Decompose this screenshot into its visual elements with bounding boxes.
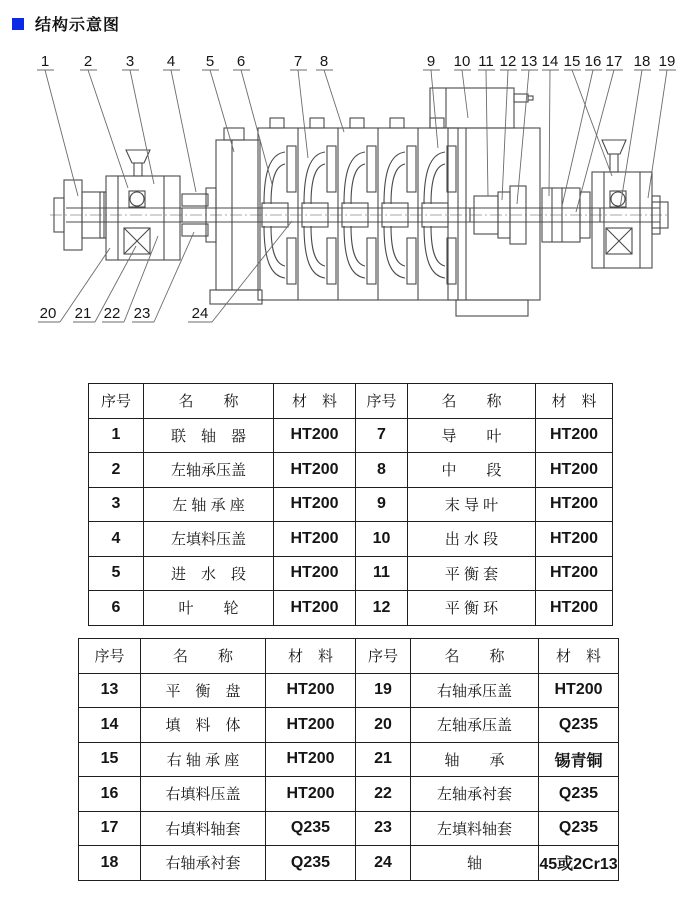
table-row — [79, 811, 619, 846]
callout-12: 12 — [499, 53, 517, 70]
cell-name: 轴 — [411, 846, 539, 881]
cell-name: 右填料轴套 — [141, 811, 266, 846]
cell-no: 10 — [356, 522, 408, 557]
cell-no: 17 — [79, 811, 141, 846]
cell-no: 20 — [356, 708, 411, 743]
cell-no: 22 — [356, 777, 411, 812]
header-no: 序号 — [79, 639, 141, 674]
cell-material: HT200 — [266, 777, 356, 812]
cell-material: 锡青铜 — [539, 742, 619, 777]
callout-17: 17 — [605, 53, 623, 70]
cell-no: 5 — [89, 556, 144, 591]
section-title-text: 结构示意图 — [35, 17, 121, 34]
header-name: 名 称 — [411, 639, 539, 674]
callout-8: 8 — [319, 53, 329, 70]
header-material: 材 料 — [539, 639, 619, 674]
callout-20: 20 — [39, 305, 57, 322]
cell-no: 1 — [89, 418, 144, 453]
cell-material: HT200 — [266, 673, 356, 708]
cell-name: 平 衡 套 — [408, 556, 536, 591]
cell-material: HT200 — [536, 591, 613, 626]
cell-no: 8 — [356, 453, 408, 488]
header-no: 序号 — [356, 639, 411, 674]
cell-name: 联 轴 器 — [144, 418, 274, 453]
cell-material: HT200 — [536, 418, 613, 453]
cell-no: 3 — [89, 487, 144, 522]
cell-material: 45或2Cr13 — [539, 846, 619, 881]
cell-material: HT200 — [536, 522, 613, 557]
callout-7: 7 — [293, 53, 303, 70]
suction-section — [210, 128, 262, 304]
cell-material: HT200 — [274, 522, 356, 557]
header-material: 材 料 — [536, 384, 613, 419]
table-header-row — [79, 639, 619, 674]
cell-no: 7 — [356, 418, 408, 453]
cell-name: 轴 承 — [411, 742, 539, 777]
cell-no: 13 — [79, 673, 141, 708]
cell-name: 左填料轴套 — [411, 811, 539, 846]
parts-table-1 — [88, 383, 613, 626]
cell-name: 导 叶 — [408, 418, 536, 453]
cell-material: HT200 — [536, 487, 613, 522]
callout-16: 16 — [584, 53, 602, 70]
cell-no: 2 — [89, 453, 144, 488]
header-name: 名 称 — [144, 384, 274, 419]
cell-no: 24 — [356, 846, 411, 881]
cell-no: 4 — [89, 522, 144, 557]
callout-14: 14 — [541, 53, 559, 70]
cell-no: 21 — [356, 742, 411, 777]
table-row — [89, 591, 613, 626]
table-row — [89, 522, 613, 557]
cell-name: 左轴承压盖 — [411, 708, 539, 743]
header-material: 材 料 — [274, 384, 356, 419]
cell-material: HT200 — [274, 418, 356, 453]
cell-material: HT200 — [266, 708, 356, 743]
cell-material: HT200 — [274, 453, 356, 488]
cell-no: 16 — [79, 777, 141, 812]
cell-material: HT200 — [539, 673, 619, 708]
cell-material: Q235 — [266, 846, 356, 881]
cell-name: 右轴承衬套 — [141, 846, 266, 881]
left-bearing-housing — [100, 150, 180, 260]
cell-name: 末 导 叶 — [408, 487, 536, 522]
header-no: 序号 — [89, 384, 144, 419]
cell-no: 11 — [356, 556, 408, 591]
cell-no: 9 — [356, 487, 408, 522]
cell-name: 平 衡 环 — [408, 591, 536, 626]
callout-3: 3 — [125, 53, 135, 70]
table-row — [89, 418, 613, 453]
table-row — [79, 742, 619, 777]
cell-material: HT200 — [536, 556, 613, 591]
table-header-row — [89, 384, 613, 419]
cell-name: 右轴承压盖 — [411, 673, 539, 708]
cell-name: 填 料 体 — [141, 708, 266, 743]
cell-name: 左填料压盖 — [144, 522, 274, 557]
header-name: 名 称 — [141, 639, 266, 674]
cell-name: 左轴承压盖 — [144, 453, 274, 488]
callout-13: 13 — [520, 53, 538, 70]
cell-material: HT200 — [536, 453, 613, 488]
callout-4: 4 — [166, 53, 176, 70]
table-row — [79, 777, 619, 812]
callout-19: 19 — [658, 53, 676, 70]
callout-2: 2 — [83, 53, 93, 70]
header-name: 名 称 — [408, 384, 536, 419]
cell-material: Q235 — [539, 777, 619, 812]
cell-no: 14 — [79, 708, 141, 743]
callout-5: 5 — [205, 53, 215, 70]
cell-name: 右 轴 承 座 — [141, 742, 266, 777]
table-row — [89, 556, 613, 591]
cell-no: 6 — [89, 591, 144, 626]
callout-9: 9 — [426, 53, 436, 70]
callout-15: 15 — [563, 53, 581, 70]
callout-24: 24 — [191, 305, 209, 322]
leader-lines — [37, 70, 676, 322]
cell-name: 出 水 段 — [408, 522, 536, 557]
right-bearing-housing — [592, 140, 668, 268]
header-material: 材 料 — [266, 639, 356, 674]
cell-material: HT200 — [274, 591, 356, 626]
stage-stack — [258, 118, 458, 300]
parts-table-2 — [78, 638, 619, 881]
table-row — [89, 453, 613, 488]
cell-no: 23 — [356, 811, 411, 846]
callout-6: 6 — [236, 53, 246, 70]
callout-1: 1 — [40, 53, 50, 70]
callout-23: 23 — [133, 305, 151, 322]
shaft — [50, 208, 668, 222]
cell-name: 叶 轮 — [144, 591, 274, 626]
callout-22: 22 — [103, 305, 121, 322]
table-row — [79, 846, 619, 881]
callout-21: 21 — [74, 305, 92, 322]
callout-18: 18 — [633, 53, 651, 70]
callout-10: 10 — [453, 53, 471, 70]
cell-material: Q235 — [539, 811, 619, 846]
cell-material: HT200 — [274, 487, 356, 522]
cell-name: 中 段 — [408, 453, 536, 488]
title-bullet-icon — [12, 18, 24, 30]
cell-name: 平 衡 盘 — [141, 673, 266, 708]
cell-material: HT200 — [266, 742, 356, 777]
pump-cross-section-diagram — [0, 0, 692, 352]
cell-name: 左轴承衬套 — [411, 777, 539, 812]
table-row — [89, 487, 613, 522]
cell-material: HT200 — [274, 556, 356, 591]
header-no: 序号 — [356, 384, 408, 419]
cell-name: 右填料压盖 — [141, 777, 266, 812]
table-row — [79, 708, 619, 743]
section-title — [12, 12, 120, 35]
cell-no: 18 — [79, 846, 141, 881]
cell-material: Q235 — [539, 708, 619, 743]
cell-name: 左 轴 承 座 — [144, 487, 274, 522]
cell-name: 进 水 段 — [144, 556, 274, 591]
cell-no: 19 — [356, 673, 411, 708]
cell-material: Q235 — [266, 811, 356, 846]
cell-no: 15 — [79, 742, 141, 777]
pump-linework — [50, 88, 668, 316]
callout-11: 11 — [478, 53, 494, 70]
cell-no: 12 — [356, 591, 408, 626]
table-row — [79, 673, 619, 708]
